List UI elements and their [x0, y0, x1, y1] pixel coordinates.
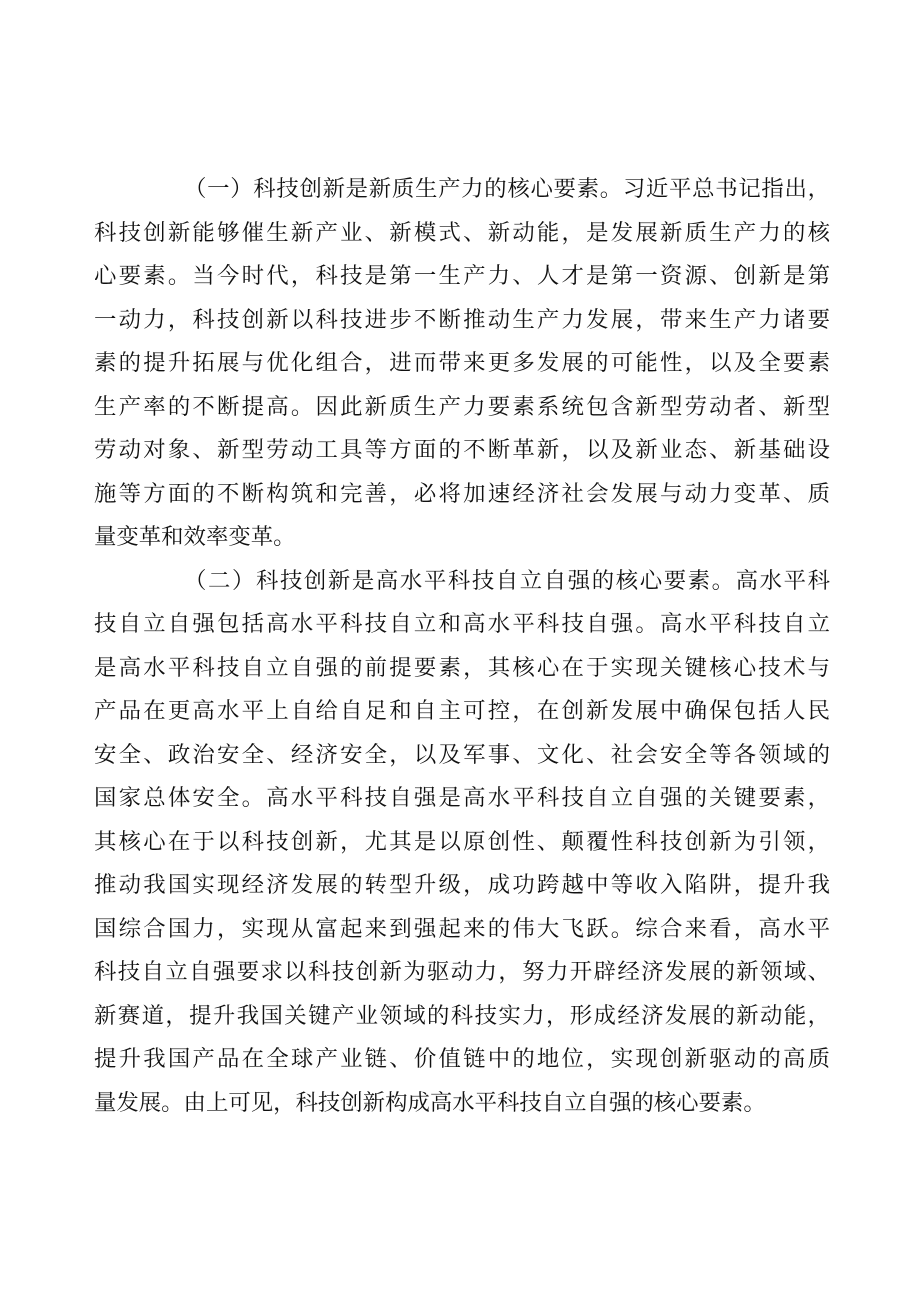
paragraph-line: 国家总体安全。高水平科技自强是高水平科技自立自强的关键要素， — [94, 785, 830, 811]
paragraph-1 — [94, 168, 830, 560]
document-body — [94, 168, 830, 1125]
paragraph-line: 技自立自强包括高水平科技自立和高水平科技自强。高水平科技自立 — [94, 611, 830, 637]
paragraph-line: 量发展。由上可见，科技创新构成高水平科技自立自强的核心要素。 — [94, 1089, 766, 1116]
paragraph-line: 国综合国力，实现从富起来到强起来的伟大飞跃。综合来看，高水平 — [94, 915, 830, 942]
paragraph-line: 劳动对象、新型劳动工具等方面的不断革新，以及新业态、新基础设 — [94, 437, 830, 463]
paragraph-line: 量变革和效率变革。 — [94, 524, 296, 550]
paragraph-line: 素的提升拓展与优化组合，进而带来更多发展的可能性，以及全要素 — [94, 350, 830, 376]
paragraph-line: 生产率的不断提高。因此新质生产力要素系统包含新型劳动者、新型 — [94, 393, 830, 420]
paragraph-line: 新赛道，提升我国关键产业领域的科技实力，形成经济发展的新动能， — [94, 1002, 830, 1029]
paragraph-line: 推动我国实现经济发展的转型升级，成功跨越中等收入陷阱，提升我 — [94, 872, 830, 898]
paragraph-2 — [94, 560, 830, 1126]
paragraph-line: 科技创新能够催生新产业、新模式、新动能，是发展新质生产力的核 — [94, 219, 830, 246]
paragraph-line: （一）科技创新是新质生产力的核心要素。习近平总书记指出， — [184, 176, 830, 202]
paragraph-line: （二）科技创新是高水平科技自立自强的核心要素。高水平科 — [184, 567, 830, 594]
paragraph-line: 安全、政治安全、经济安全，以及军事、文化、社会安全等各领域的 — [94, 741, 830, 768]
paragraph-line: 心要素。当今时代，科技是第一生产力、人才是第一资源、创新是第 — [94, 263, 830, 289]
paragraph-line: 施等方面的不断构筑和完善，必将加速经济社会发展与动力变革、质 — [94, 480, 830, 507]
paragraph-line: 科技自立自强要求以科技创新为驱动力，努力开辟经济发展的新领域、 — [94, 959, 830, 985]
paragraph-line: 其核心在于以科技创新，尤其是以原创性、颠覆性科技创新为引领， — [94, 828, 830, 855]
paragraph-line: 产品在更高水平上自给自足和自主可控，在创新发展中确保包括人民 — [94, 698, 830, 724]
paragraph-line: 是高水平科技自立自强的前提要素，其核心在于实现关键核心技术与 — [94, 654, 830, 681]
paragraph-line: 一动力，科技创新以科技进步不断推动生产力发展，带来生产力诸要 — [94, 306, 830, 333]
paragraph-line: 提升我国产品在全球产业链、价值链中的地位，实现创新驱动的高质 — [94, 1046, 830, 1072]
